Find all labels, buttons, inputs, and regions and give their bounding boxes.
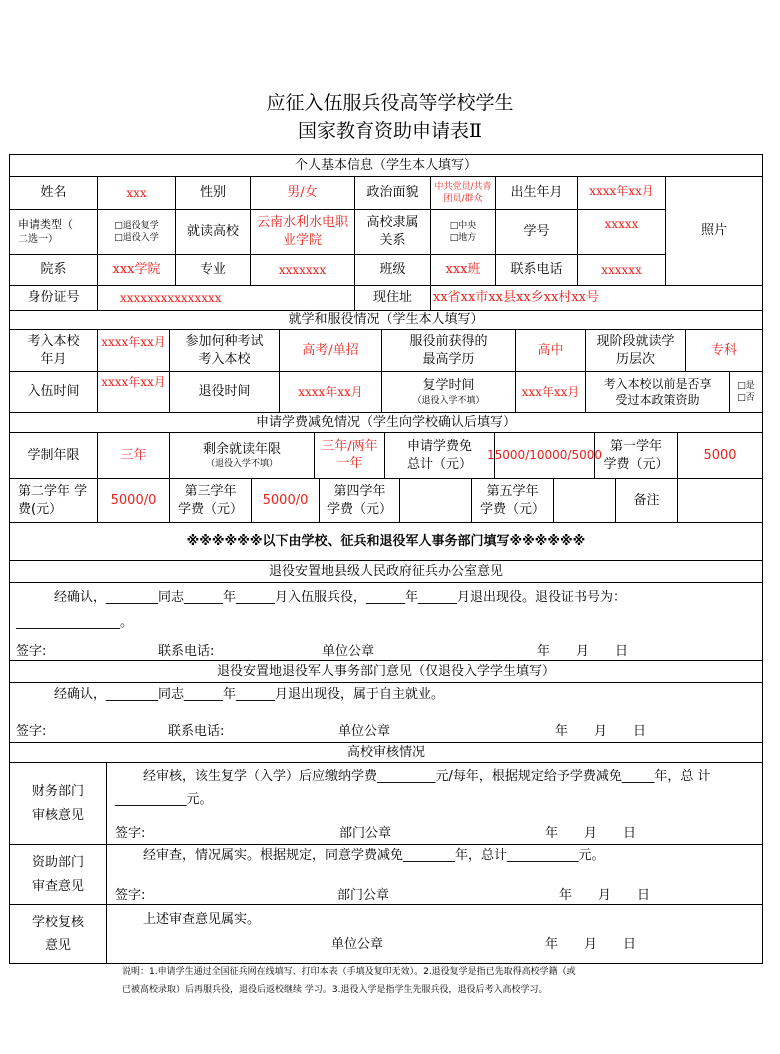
veteran-affairs-opinion [10,683,762,743]
birth-label: 出生年月 [496,177,578,210]
year5-value[interactable] [554,479,616,523]
aid-label-line2: 审查意见 [31,878,84,894]
year4-label-line2: 学费（元） [326,501,392,517]
bureau-phone-label: 联系电话: [158,644,215,659]
resume-label-line1: 复学时间 [422,378,475,394]
veteran-date-label: 年 月 日 [555,724,647,739]
year4-label-line1: 第四学年 [333,483,386,499]
resume-label [382,372,516,413]
year5-label-line2: 学费（元） [479,501,545,517]
apptype-label [10,210,98,255]
finance-signature-label: 签字: [115,826,146,841]
year3-label-line2: 学费（元） [177,501,243,517]
idno-value[interactable]: xxxxxxxxxxxxxxx [98,286,355,311]
recheck-label-line2: 意见 [44,938,71,953]
checkbox-fuxue[interactable]: □退役复学 [114,220,159,231]
total-label [385,433,495,479]
year2-value[interactable]: 5000/0 [98,479,170,523]
remain-label [170,433,315,479]
aid-dept-label [10,845,107,905]
idno-label: 身份证号 [10,286,98,311]
edu-value[interactable]: 高中 [516,330,586,372]
exam-label-line2: 考入本校 [198,351,251,367]
school-value[interactable]: 云南水利水电职业学院 [251,210,355,255]
retire-label: 退役时间 [170,372,280,413]
bureau-statement-line1: 经确认，________同志______年______月入伍服兵役，______年______月退出现役。退役证书号为： [54,590,627,605]
affil-label-line2: 关系 [379,233,406,248]
exam-value[interactable]: 高考/单招 [280,330,382,372]
section-personal-info: 个人基本信息（学生本人填写） [10,155,762,177]
finance-label-line1: 财务部门 [31,784,84,800]
checkbox-no[interactable]: □否 [737,393,755,403]
aid-signature-label: 签字: [115,888,146,903]
recheck-seal-label: 单位公章 [331,937,384,952]
years-label: 学制年限 [10,433,98,479]
level-label-line1: 现阶段就读学 [596,333,675,349]
veteran-seal-label: 单位公章 [338,724,391,739]
phone-label: 联系电话 [496,255,578,286]
section-veteran-affairs: 退役安置地退役军人事务部门意见（仅退役入学学生填写） [10,661,762,683]
political-value[interactable]: 中共党员/共青团员/群众 [431,177,496,210]
dept-label: 院系 [10,255,98,286]
year2-label-line2: 费(元） [18,501,63,517]
school-label: 就读高校 [176,210,251,255]
stuno-label: 学号 [496,210,578,255]
footnote-line1: 说明：1.申请学生通过全国征兵网在线填写、打印本表（手填及复印无效）。2.退役复学是指已先取得高校学籍（或 [122,967,576,977]
remain-value[interactable]: 三年/两年一年 [315,433,385,479]
level-label [586,330,686,372]
enlist-label: 入伍时间 [10,372,98,413]
aid-dept-opinion [107,845,762,905]
photo-box: 照片 [666,177,762,286]
recheck-statement-line1: 上述审查意见属实。 [143,912,261,927]
aid-statement-line1: 经审查，情况属实。根据规定，同意学费减免________年，总计___________元。 [143,848,605,863]
checkbox-yes[interactable]: □是 [737,380,755,391]
name-value[interactable]: xxx [98,177,176,210]
finance-dept-opinion [107,763,762,845]
admit-label [10,330,98,372]
retire-value[interactable]: xxxx年xx月 [280,372,382,413]
remain-label-line1: 剩余就读年限 [202,441,281,457]
year3-label-line1: 第三学年 [184,483,237,499]
addr-value[interactable]: xx省xx市xx县xx乡xx村xx号 [431,286,762,311]
year3-label [170,479,252,523]
stuno-value[interactable]: xxxxx [578,210,666,255]
apptype-options [98,210,176,255]
exam-label-line1: 参加何种考试 [185,333,264,349]
affil-label [355,210,431,255]
aid-seal-label: 部门公章 [337,888,390,903]
remark-label: 备注 [616,479,678,523]
gender-label: 性别 [176,177,251,210]
name-label: 姓名 [10,177,98,210]
exam-label [170,330,280,372]
affil-label-line1: 高校隶属 [366,215,419,231]
addr-label: 现住址 [355,286,431,311]
aid-date-label: 年 月 日 [559,888,651,903]
section-recruitment-office: 退役安置地县级人民政府征兵办公室意见 [10,561,762,583]
year5-label [472,479,554,523]
gender-value[interactable]: 男/女 [251,177,355,210]
year3-value[interactable]: 5000/0 [252,479,320,523]
finance-statement-line2: ___________元。 [115,792,213,807]
form-title-line2: 国家教育资助申请表Ⅱ [298,120,482,142]
finance-seal-label: 部门公章 [339,826,392,841]
edu-label [382,330,516,372]
birth-value[interactable]: xxxx年xx月 [578,177,666,210]
prior-aid-options [730,372,762,413]
political-label: 政治面貌 [355,177,431,210]
aid-label-line1: 资助部门 [31,855,84,871]
total-label-line1: 申请学费免 [406,438,472,454]
year2-label [10,479,98,523]
application-form [9,154,763,964]
bureau-seal-label: 单位公章 [322,644,375,659]
finance-date-label: 年 月 日 [545,826,637,841]
affil-options [431,210,496,255]
recheck-label [10,905,107,963]
resume-label-line2: （退役入学不填） [412,395,485,406]
prior-aid-label [586,372,730,413]
admit-value[interactable]: xxxx年xx月 [98,330,170,372]
year5-label-line1: 第五学年 [486,483,539,499]
bureau-statement-line2: ________________。 [16,615,134,630]
official-use-banner: ※※※※※※以下由学校、征兵和退役军人事务部门填写※※※※※※ [10,523,762,561]
major-value[interactable]: xxxxxxx [251,255,355,286]
veteran-signature-label: 签字: [16,724,47,739]
section-school-review: 高校审核情况 [10,743,762,763]
bureau-signature-label: 签字: [16,644,47,659]
year1-value[interactable]: 5000 [678,433,762,479]
year1-label-line2: 学费（元） [603,456,669,472]
finance-dept-label [10,763,107,845]
admit-label-line1: 考入本校 [27,333,80,349]
prior-aid-label-line2: 受过本政策资助 [615,393,700,407]
bureau-date-label: 年 月 日 [537,644,629,659]
phone-value[interactable]: xxxxxx [578,255,666,286]
total-value[interactable]: 15000/10000/5000 [495,433,595,479]
checkbox-local[interactable]: □地方 [449,233,477,243]
apptype-label-line2: 二选一） [18,233,58,245]
dept-value[interactable]: xxx学院 [98,255,176,286]
section-study-service: 就学和服役情况（学生本人填写） [10,311,762,330]
checkbox-ruxue[interactable]: □退役入学 [114,233,159,243]
checkbox-central[interactable]: □中央 [449,220,477,231]
year2-label-line1: 第二学年 学 [18,483,88,499]
year1-label-line1: 第一学年 [609,438,662,454]
veteran-phone-label: 联系电话: [168,724,225,739]
edu-label-line1: 服役前获得的 [409,333,488,349]
recheck-opinion [107,905,762,963]
resume-value[interactable]: xxx年xx月 [516,372,586,413]
apptype-label-line1: 申请类型（ [18,217,73,231]
edu-label-line2: 最高学历 [422,351,475,367]
finance-statement-line1: 经审核，该生复学（入学）后应缴纳学费_________元/每年，根据规定给予学费减免_____年，总 计 [143,769,711,784]
level-value[interactable]: 专科 [686,330,762,372]
level-label-line2: 历层次 [615,351,655,367]
remain-label-line2: （退役入学不填） [205,459,278,470]
major-label: 专业 [176,255,251,286]
remark-value[interactable] [678,479,762,523]
class-label: 班级 [355,255,431,286]
recruitment-office-opinion [10,583,762,661]
recheck-date-label: 年 月 日 [545,937,637,952]
years-value[interactable]: 三年 [98,433,170,479]
section-fee-reduction: 申请学费减免情况（学生向学校确认后填写） [10,413,762,433]
form-title-line1: 应征入伍服兵役高等学校学生 [266,92,514,114]
class-value[interactable]: xxx班 [431,255,496,286]
veteran-statement-line1: 经确认，________同志______年______月退出现役，属于自主就业。 [54,687,445,702]
prior-aid-label-line1: 考入本校以前是否享 [603,376,712,391]
year4-label [320,479,400,523]
footnote-line2: 已被高校录取）后再服兵役，退役后返校继续 学习。3.退役入学是指学生先服兵役，退役后考入高校学习。 [122,985,548,995]
year4-value[interactable] [400,479,472,523]
total-label-line2: 总计（元） [406,456,472,472]
recheck-label-line1: 学校复核 [31,914,84,930]
finance-label-line2: 审核意见 [31,807,84,823]
year1-label [595,433,678,479]
admit-label-line2: 年月 [40,351,67,367]
enlist-value[interactable]: xxxx年xx月 [98,372,170,413]
